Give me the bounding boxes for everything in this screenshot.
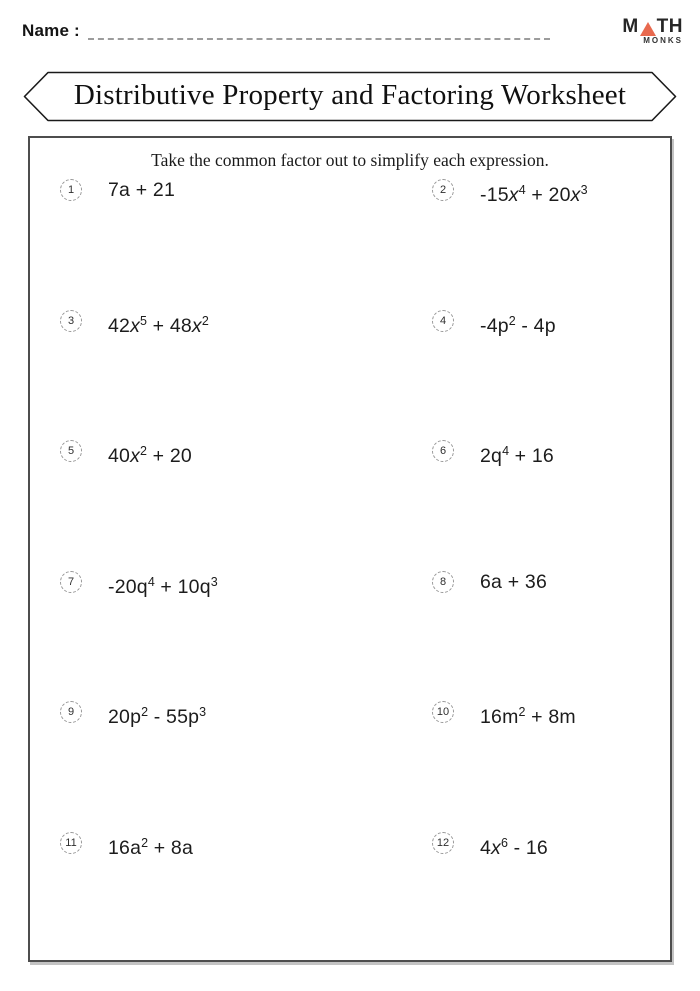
expression-segment: + 20 [147, 445, 192, 467]
expression-segment: + 48 [147, 314, 192, 337]
exponent: 3 [210, 574, 218, 589]
name-input-line[interactable] [88, 20, 550, 40]
exponent: 2 [140, 444, 147, 458]
exponent: 2 [508, 313, 516, 328]
logo-wordmark [622, 17, 683, 36]
expression-segment: + 8m [525, 706, 576, 728]
exponent: 3 [580, 183, 588, 197]
problem-expression [108, 570, 218, 600]
expression-segment: - 4p [515, 314, 556, 337]
expression-segment: 2q [480, 445, 503, 467]
logo-letters-th: TH [656, 16, 683, 37]
expression-segment: x [491, 836, 501, 859]
expression-segment: - 16 [507, 836, 548, 859]
problem-expression [480, 178, 588, 208]
worksheet-box [28, 136, 672, 962]
expression-segment: 7a + 21 [108, 179, 176, 201]
exponent: 2 [201, 313, 209, 328]
name-label: Name : [22, 21, 80, 40]
exponent: 4 [518, 183, 526, 197]
expression-segment: x [130, 445, 141, 467]
expression-segment: x [191, 314, 202, 337]
expression-segment: + 8a [148, 836, 194, 859]
expression-segment: x [130, 314, 141, 337]
expression-segment: 40 [108, 445, 131, 467]
expression-segment: -4p [480, 314, 509, 337]
expression-segment: 16a [108, 836, 142, 859]
expression-segment: 42 [108, 314, 131, 337]
problem-row [30, 831, 670, 962]
problem-item [60, 700, 432, 730]
problem-item [432, 700, 670, 730]
problem-number-badge: 3 [60, 310, 82, 332]
problem-number-badge: 7 [60, 571, 82, 593]
problem-expression [480, 439, 554, 469]
problems-grid [30, 178, 670, 961]
exponent: 3 [199, 705, 207, 719]
problem-number-badge: 8 [432, 571, 454, 593]
expression-segment: + 20 [525, 184, 571, 206]
expression-segment: 6a + 36 [480, 570, 548, 593]
problem-expression [108, 178, 175, 203]
expression-segment: x [508, 184, 519, 206]
problem-expression [108, 700, 206, 730]
expression-segment: 16m [480, 706, 519, 728]
problem-item [60, 178, 432, 203]
expression-segment: -15 [480, 184, 509, 206]
problem-item [60, 439, 432, 469]
expression-segment: 4 [480, 836, 492, 859]
problem-number-badge: 4 [432, 310, 454, 332]
problem-expression [480, 570, 547, 595]
problem-expression [108, 831, 193, 861]
instruction-text: Take the common factor out to simplify each expression. [151, 150, 549, 170]
problem-item [60, 831, 432, 861]
problem-item [60, 570, 432, 600]
problem-number-badge: 5 [60, 440, 82, 462]
logo-triangle-icon [640, 22, 656, 36]
problem-row [30, 700, 670, 831]
problem-item [60, 309, 432, 339]
expression-segment: + 16 [509, 445, 554, 467]
exponent: 5 [140, 313, 147, 328]
exponent: 2 [141, 705, 149, 719]
problem-item [432, 570, 670, 595]
exponent: 6 [501, 835, 508, 850]
problem-row [30, 439, 670, 570]
math-monks-logo [622, 17, 683, 45]
expression-segment: x [570, 184, 581, 206]
problem-number-badge: 10 [432, 701, 454, 723]
expression-segment: 20p [108, 706, 142, 728]
problem-item [432, 439, 670, 469]
logo-monks-text: MONKS [643, 36, 683, 45]
problem-number-badge: 9 [60, 701, 82, 723]
problem-number-badge: 1 [60, 179, 82, 201]
exponent: 4 [502, 444, 510, 458]
exponent: 4 [147, 574, 155, 589]
problem-row [30, 178, 670, 309]
page-title: Distributive Property and Factoring Worksheet [73, 79, 627, 111]
problem-expression [480, 831, 548, 861]
problem-number-badge: 6 [432, 440, 454, 462]
expression-segment: -20q [108, 575, 148, 598]
problem-expression [108, 439, 192, 469]
problem-expression [108, 309, 209, 339]
name-block [22, 20, 550, 41]
title-banner [23, 71, 677, 122]
problem-expression [480, 700, 576, 730]
problem-number-badge: 2 [432, 179, 454, 201]
problem-row [30, 570, 670, 701]
problem-item [432, 178, 670, 208]
problem-item [432, 831, 670, 861]
exponent: 2 [518, 705, 526, 719]
problem-row [30, 309, 670, 440]
expression-segment: + 10q [154, 575, 211, 598]
problem-item [432, 309, 670, 339]
problem-number-badge: 12 [432, 832, 454, 854]
expression-segment: - 55p [148, 706, 200, 728]
exponent: 2 [141, 835, 149, 850]
problem-expression [480, 309, 556, 339]
logo-letter-m: M [622, 16, 639, 37]
problem-number-badge: 11 [60, 832, 82, 854]
